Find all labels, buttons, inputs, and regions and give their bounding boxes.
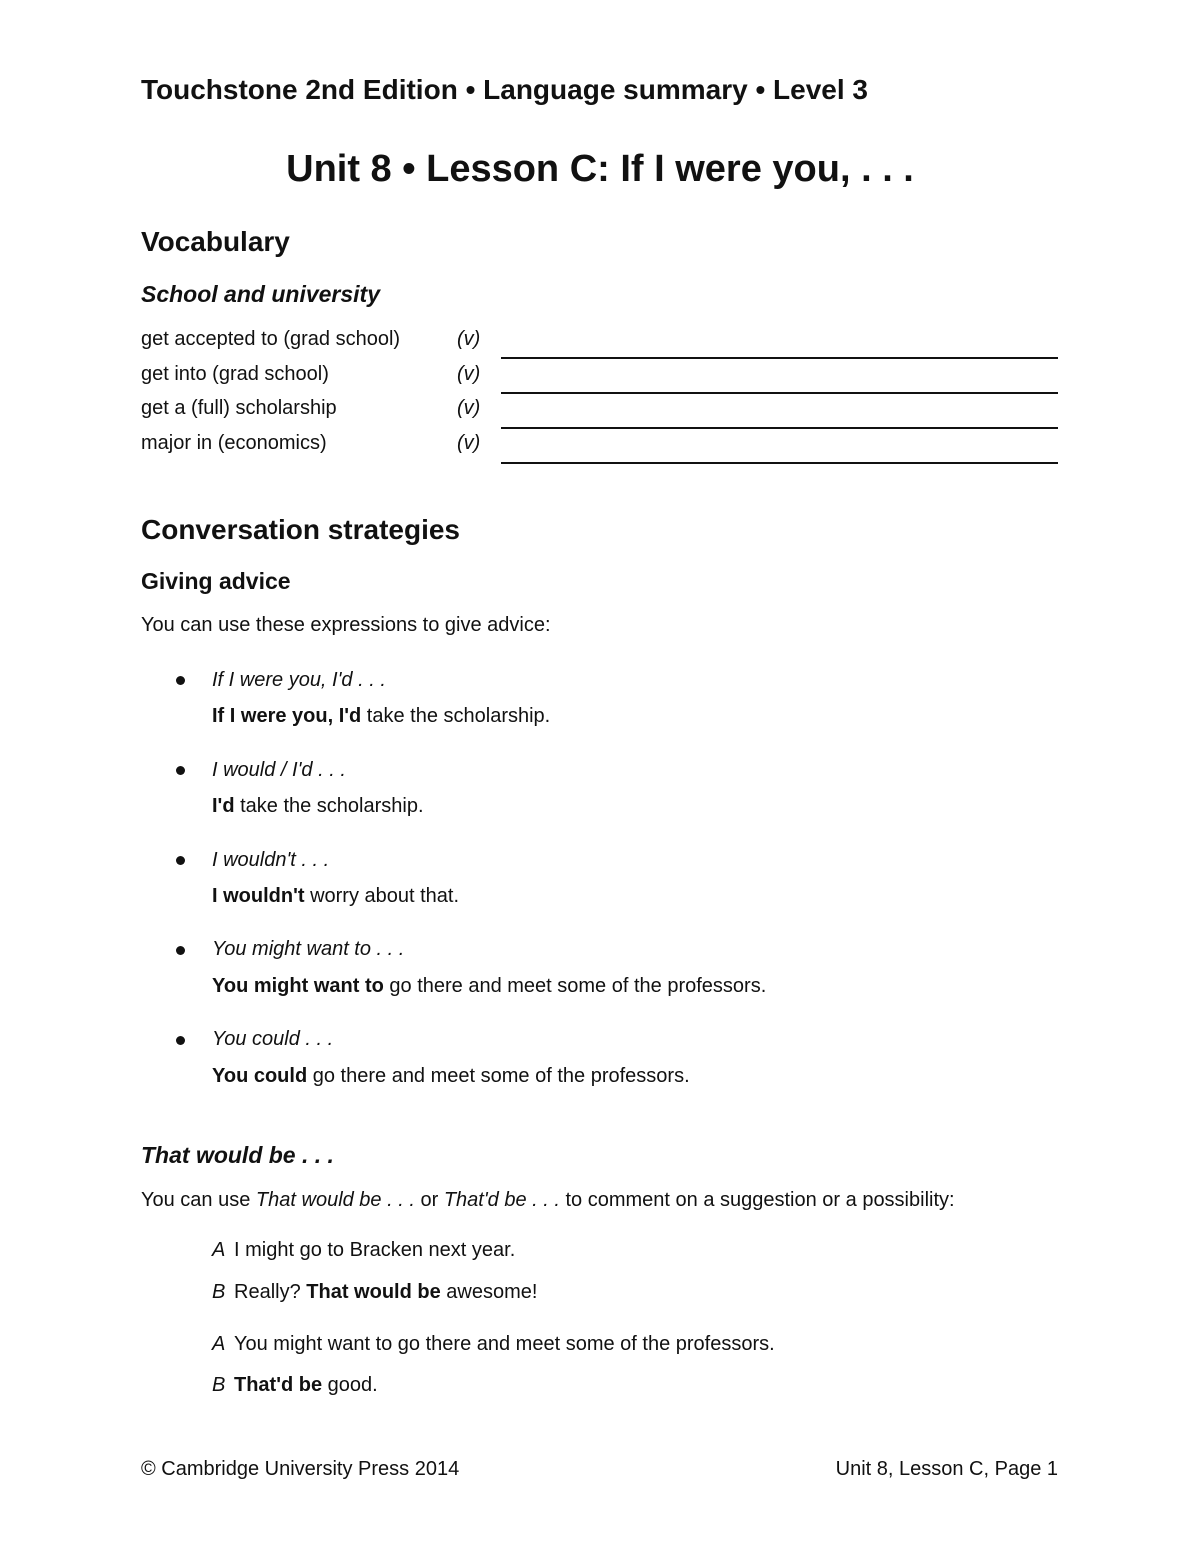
advice-example [212,975,766,998]
dialog-bold: That would be [306,1281,441,1303]
vocab-term: major in (economics) [141,432,327,454]
advice-pattern: You could . . . [212,1028,334,1050]
advice-bold: You could [212,1065,308,1087]
dialog-text: good. [322,1374,378,1396]
vocabulary-subheading: School and university [141,281,380,307]
dialog-text: You might want to go there and meet some of the professors. [234,1333,775,1355]
advice-bold: I'd [212,795,235,817]
vocab-term: get accepted to (grad school) [141,328,401,350]
intro-italic: That'd be . . . [443,1189,560,1211]
giving-advice-intro: You can use these expressions to give advice: [141,614,551,636]
footer-copyright: © Cambridge University Press 2014 [141,1458,460,1480]
intro-italic: That would be . . . [255,1189,415,1211]
dialog-line [212,1374,378,1397]
intro-text: or [414,1189,444,1211]
vocab-pos: (v) [457,432,481,454]
vocab-write-line[interactable] [501,392,1058,394]
advice-rest: take the scholarship. [234,795,424,817]
dialog-bold: That'd be [234,1374,323,1396]
dialog-line [212,1333,775,1356]
speaker-label: B [212,1374,226,1396]
advice-example [212,1065,690,1088]
advice-pattern: I would / I'd . . . [212,759,346,781]
advice-rest: go there and meet some of the professors. [307,1065,690,1087]
document-header: Touchstone 2nd Edition • Language summary • Level 3 [141,74,868,105]
intro-text: to comment on a suggestion or a possibility: [559,1189,955,1211]
vocab-pos: (v) [457,397,481,419]
speaker-label: A [212,1333,226,1355]
bullet-icon [176,856,185,865]
advice-pattern: I wouldn't . . . [212,849,330,871]
vocab-pos: (v) [457,328,481,350]
advice-rest: go there and meet some of the professors. [383,975,767,997]
advice-rest: worry about that. [304,885,460,907]
advice-example [212,885,459,908]
advice-bold: You might want to [212,975,384,997]
vocab-term: get a (full) scholarship [141,397,337,419]
dialog-text: Really? [234,1281,307,1303]
dialog-text: awesome! [440,1281,538,1303]
intro-text: You can use [141,1189,256,1211]
vocab-pos: (v) [457,363,481,385]
dialog-line [212,1239,515,1262]
advice-bold: If I were you, I'd [212,705,362,727]
advice-pattern: If I were you, I'd . . . [212,669,386,691]
advice-rest: take the scholarship. [361,705,551,727]
speaker-label: A [212,1239,226,1261]
advice-example [212,705,550,728]
bullet-icon [176,676,185,685]
page-title: Unit 8 • Lesson C: If I were you, . . . [286,148,914,190]
that-would-be-heading: That would be . . . [141,1142,334,1168]
vocab-write-line[interactable] [501,357,1058,359]
bullet-icon [176,766,185,775]
advice-example [212,795,424,818]
bullet-icon [176,946,185,955]
that-would-be-intro [141,1189,955,1212]
footer-page-number: Unit 8, Lesson C, Page 1 [835,1458,1058,1480]
dialog-text: I might go to Bracken next year. [234,1239,516,1261]
giving-advice-heading: Giving advice [141,568,291,594]
advice-pattern: You might want to . . . [212,938,405,960]
strategies-heading: Conversation strategies [141,514,460,545]
vocab-term: get into (grad school) [141,363,329,385]
dialog-line [212,1281,537,1304]
vocab-write-line[interactable] [501,462,1058,464]
advice-bold: I wouldn't [212,885,305,907]
bullet-icon [176,1036,185,1045]
vocabulary-heading: Vocabulary [141,226,290,257]
vocab-write-line[interactable] [501,427,1058,429]
speaker-label: B [212,1281,226,1303]
